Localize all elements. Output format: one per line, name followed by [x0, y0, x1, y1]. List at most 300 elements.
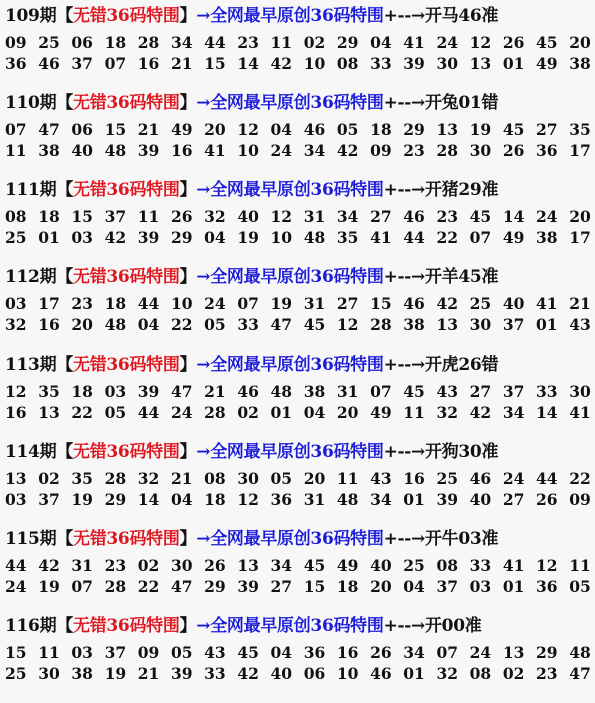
- number-cell: 01: [502, 577, 525, 596]
- number-cell: 24: [204, 294, 226, 313]
- number-cell: 38: [536, 228, 558, 247]
- number-cell: 41: [502, 556, 525, 575]
- number-cell: 16: [170, 141, 193, 160]
- number-cell: 25: [5, 664, 27, 683]
- number-cell: 21: [170, 469, 193, 488]
- left-bracket: 【: [56, 355, 73, 375]
- period-header: [5, 174, 593, 206]
- result-text: 开00准: [424, 616, 482, 636]
- number-cell: 44: [403, 228, 425, 247]
- number-cell: 39: [436, 490, 459, 509]
- number-cell: 20: [569, 207, 591, 226]
- number-cell: 07: [237, 294, 259, 313]
- number-cell: 22: [71, 403, 93, 422]
- number-cell: 48: [104, 315, 127, 334]
- left-bracket: 【: [56, 616, 73, 636]
- number-cell: 39: [403, 54, 425, 73]
- number-cell: 28: [104, 469, 127, 488]
- number-cell: 30: [237, 469, 259, 488]
- number-cell: 23: [536, 664, 558, 683]
- number-cell: 11: [270, 33, 293, 52]
- number-row: [5, 227, 593, 248]
- number-cell: 18: [104, 294, 127, 313]
- number-cell: 22: [569, 469, 591, 488]
- number-row: [5, 119, 593, 140]
- period-number: 115期: [5, 529, 57, 549]
- number-cell: 38: [38, 141, 60, 160]
- number-cell: 42: [237, 664, 259, 683]
- number-cell: 18: [71, 382, 93, 401]
- result-text: 开猪29准: [424, 180, 499, 200]
- number-cell: 14: [137, 490, 160, 509]
- number-cell: 17: [569, 228, 591, 247]
- number-cell: 28: [137, 33, 160, 52]
- period-number: 111期: [5, 180, 57, 200]
- number-row: [5, 555, 593, 576]
- number-cell: 13: [436, 120, 459, 139]
- number-cell: 30: [469, 141, 492, 160]
- number-cell: 06: [71, 120, 93, 139]
- number-cell: 23: [403, 141, 425, 160]
- number-cell: 12: [5, 382, 27, 401]
- number-cell: 04: [204, 228, 226, 247]
- period-block: [5, 0, 593, 74]
- number-cell: 23: [436, 207, 459, 226]
- number-cell: 17: [38, 294, 60, 313]
- period-number: 114期: [5, 442, 57, 462]
- number-cell: 04: [403, 577, 425, 596]
- number-row: [5, 206, 593, 227]
- number-cell: 01: [536, 315, 558, 334]
- number-cell: 34: [303, 141, 326, 160]
- right-bracket: 】: [179, 442, 197, 462]
- number-cell: 02: [237, 403, 259, 422]
- period-header: [5, 87, 593, 119]
- number-cell: 37: [38, 490, 60, 509]
- number-cell: 39: [137, 382, 160, 401]
- number-cell: 32: [436, 664, 459, 683]
- blue-link-text: 全网最早原创36码特围: [210, 93, 384, 113]
- number-cell: 19: [38, 577, 60, 596]
- number-cell: 15: [303, 577, 326, 596]
- number-cell: 25: [5, 228, 27, 247]
- number-cell: 48: [104, 141, 127, 160]
- blue-link-text: 全网最早原创36码特围: [210, 616, 384, 636]
- red-title: 无错36码特围: [73, 355, 180, 375]
- number-cell: 38: [403, 315, 425, 334]
- result-text: 开狗30准: [424, 442, 499, 462]
- number-cell: 23: [104, 556, 127, 575]
- number-cell: 15: [204, 54, 226, 73]
- number-cell: 45: [403, 382, 425, 401]
- number-cell: 35: [38, 382, 60, 401]
- number-cell: 06: [71, 33, 93, 52]
- number-cell: 14: [502, 207, 525, 226]
- number-cell: 31: [71, 556, 93, 575]
- number-cell: 32: [5, 315, 27, 334]
- number-cell: 13: [436, 315, 459, 334]
- number-cell: 19: [104, 664, 127, 683]
- number-cell: 18: [104, 33, 127, 52]
- number-cell: 11: [336, 469, 359, 488]
- number-cell: 37: [436, 577, 459, 596]
- number-cell: 10: [336, 664, 359, 683]
- number-cell: 30: [436, 54, 459, 73]
- number-cell: 49: [536, 54, 558, 73]
- number-cell: 25: [469, 294, 492, 313]
- right-arrow-icon: →: [196, 529, 211, 549]
- number-cell: 43: [569, 315, 591, 334]
- number-cell: 04: [303, 403, 326, 422]
- number-cell: 31: [303, 294, 326, 313]
- number-cell: 27: [270, 577, 293, 596]
- number-cell: 21: [204, 382, 226, 401]
- red-title: 无错36码特围: [73, 93, 180, 113]
- number-cell: 07: [370, 382, 392, 401]
- number-cell: 18: [204, 490, 226, 509]
- number-cell: 12: [336, 315, 359, 334]
- red-title: 无错36码特围: [73, 529, 180, 549]
- number-cell: 48: [270, 382, 293, 401]
- number-row: [5, 140, 593, 161]
- number-cell: 29: [403, 120, 425, 139]
- number-cell: 37: [71, 54, 93, 73]
- number-cell: 40: [71, 141, 93, 160]
- number-cell: 48: [569, 643, 591, 662]
- number-cell: 38: [303, 382, 326, 401]
- number-cell: 08: [436, 556, 459, 575]
- number-cell: 21: [170, 54, 193, 73]
- number-cell: 01: [38, 228, 60, 247]
- number-row: [5, 314, 593, 335]
- number-cell: 19: [469, 120, 492, 139]
- number-cell: 28: [436, 141, 459, 160]
- number-cell: 45: [536, 33, 558, 52]
- number-cell: 40: [370, 556, 392, 575]
- number-cell: 22: [170, 315, 193, 334]
- number-cell: 12: [237, 120, 259, 139]
- number-cell: 48: [303, 228, 326, 247]
- number-cell: 03: [71, 643, 93, 662]
- number-cell: 31: [336, 382, 359, 401]
- blue-link-text: 全网最早原创36码特围: [210, 180, 384, 200]
- number-cell: 07: [469, 228, 492, 247]
- number-cell: 10: [303, 54, 326, 73]
- number-row: [5, 381, 593, 402]
- right-arrow-icon: →: [196, 442, 211, 462]
- number-cell: 04: [137, 315, 160, 334]
- number-cell: 42: [436, 294, 459, 313]
- number-cell: 04: [270, 643, 293, 662]
- number-cell: 24: [502, 469, 525, 488]
- number-row: [5, 53, 593, 74]
- number-cell: 25: [403, 556, 425, 575]
- number-cell: 15: [370, 294, 392, 313]
- blue-link-text: 全网最早原创36码特围: [210, 355, 384, 375]
- number-cell: 29: [336, 33, 359, 52]
- number-row: [5, 293, 593, 314]
- number-cell: 40: [237, 207, 259, 226]
- period-block: [5, 349, 593, 423]
- number-cell: 22: [137, 577, 160, 596]
- number-cell: 28: [370, 315, 392, 334]
- number-cell: 07: [71, 577, 93, 596]
- number-cell: 08: [204, 469, 226, 488]
- number-cell: 18: [370, 120, 392, 139]
- number-cell: 40: [469, 490, 492, 509]
- number-cell: 07: [104, 54, 127, 73]
- period-block: [5, 610, 593, 684]
- number-cell: 47: [170, 382, 193, 401]
- number-cell: 24: [170, 403, 193, 422]
- separator-arrow: +--→: [383, 442, 425, 462]
- number-row: [5, 576, 593, 597]
- separator-arrow: +--→: [383, 267, 425, 287]
- number-cell: 49: [502, 228, 525, 247]
- number-cell: 35: [336, 228, 359, 247]
- number-cell: 21: [137, 664, 160, 683]
- number-cell: 03: [5, 490, 27, 509]
- number-cell: 09: [137, 643, 160, 662]
- right-bracket: 】: [179, 93, 197, 113]
- number-cell: 39: [237, 577, 259, 596]
- number-cell: 05: [270, 469, 293, 488]
- red-title: 无错36码特围: [73, 616, 180, 636]
- number-cell: 32: [137, 469, 160, 488]
- number-cell: 09: [569, 490, 591, 509]
- number-cell: 01: [270, 403, 293, 422]
- number-cell: 28: [104, 577, 127, 596]
- period-number: 116期: [5, 616, 57, 636]
- number-cell: 20: [569, 33, 591, 52]
- number-cell: 32: [204, 207, 226, 226]
- number-cell: 24: [469, 643, 492, 662]
- number-cell: 01: [502, 54, 525, 73]
- number-cell: 26: [370, 643, 392, 662]
- number-cell: 46: [469, 469, 492, 488]
- number-cell: 27: [502, 490, 525, 509]
- number-cell: 33: [237, 315, 259, 334]
- number-cell: 35: [569, 120, 591, 139]
- right-bracket: 】: [179, 529, 197, 549]
- blue-link-text: 全网最早原创36码特围: [210, 6, 384, 26]
- number-cell: 28: [204, 403, 226, 422]
- number-cell: 33: [204, 664, 226, 683]
- number-cell: 24: [270, 141, 293, 160]
- number-cell: 42: [336, 141, 359, 160]
- number-cell: 44: [137, 294, 160, 313]
- number-cell: 45: [303, 315, 326, 334]
- number-row: [5, 402, 593, 423]
- number-cell: 16: [5, 403, 27, 422]
- number-cell: 43: [204, 643, 226, 662]
- number-cell: 16: [137, 54, 160, 73]
- number-cell: 21: [137, 120, 160, 139]
- number-cell: 34: [170, 33, 193, 52]
- right-arrow-icon: →: [196, 93, 211, 113]
- number-cell: 36: [536, 577, 558, 596]
- number-cell: 41: [569, 403, 591, 422]
- number-cell: 11: [5, 141, 27, 160]
- number-cell: 37: [502, 382, 525, 401]
- number-cell: 02: [137, 556, 160, 575]
- number-cell: 01: [403, 664, 425, 683]
- number-cell: 45: [502, 120, 525, 139]
- number-cell: 24: [536, 207, 558, 226]
- number-cell: 16: [336, 643, 359, 662]
- number-cell: 05: [204, 315, 226, 334]
- number-cell: 19: [237, 228, 259, 247]
- number-cell: 04: [370, 33, 392, 52]
- number-cell: 23: [71, 294, 93, 313]
- number-cell: 13: [237, 556, 259, 575]
- number-cell: 36: [5, 54, 27, 73]
- number-cell: 14: [237, 54, 259, 73]
- number-cell: 25: [436, 469, 459, 488]
- number-cell: 16: [403, 469, 425, 488]
- number-cell: 30: [569, 382, 591, 401]
- number-cell: 45: [469, 207, 492, 226]
- number-cell: 09: [5, 33, 27, 52]
- result-text: 开羊45准: [424, 267, 499, 287]
- number-cell: 34: [370, 490, 392, 509]
- number-cell: 39: [137, 141, 160, 160]
- left-bracket: 【: [56, 93, 73, 113]
- number-cell: 05: [104, 403, 127, 422]
- blue-link-text: 全网最早原创36码特围: [210, 529, 384, 549]
- number-cell: 23: [237, 33, 259, 52]
- number-cell: 12: [469, 33, 492, 52]
- number-row: [5, 489, 593, 510]
- number-cell: 19: [71, 490, 93, 509]
- number-cell: 13: [502, 643, 525, 662]
- number-cell: 29: [204, 577, 226, 596]
- number-cell: 30: [170, 556, 193, 575]
- number-cell: 26: [502, 33, 525, 52]
- number-cell: 11: [38, 643, 60, 662]
- number-cell: 29: [536, 643, 558, 662]
- number-cell: 40: [502, 294, 525, 313]
- number-cell: 44: [204, 33, 226, 52]
- number-cell: 09: [370, 141, 392, 160]
- number-cell: 42: [270, 54, 293, 73]
- number-cell: 24: [436, 33, 459, 52]
- number-cell: 48: [336, 490, 359, 509]
- number-cell: 13: [5, 469, 27, 488]
- number-cell: 32: [436, 403, 459, 422]
- number-cell: 15: [5, 643, 27, 662]
- number-cell: 45: [237, 643, 259, 662]
- number-cell: 41: [204, 141, 226, 160]
- period-block: [5, 174, 593, 248]
- right-bracket: 】: [179, 267, 197, 287]
- number-cell: 11: [137, 207, 160, 226]
- right-arrow-icon: →: [196, 616, 211, 636]
- period-header: [5, 523, 593, 555]
- number-cell: 46: [403, 207, 425, 226]
- number-cell: 29: [104, 490, 127, 509]
- number-cell: 33: [370, 54, 392, 73]
- number-cell: 24: [5, 577, 27, 596]
- period-header: [5, 436, 593, 468]
- number-cell: 41: [536, 294, 558, 313]
- number-cell: 12: [237, 490, 259, 509]
- number-cell: 42: [469, 403, 492, 422]
- right-bracket: 】: [179, 180, 197, 200]
- number-cell: 07: [5, 120, 27, 139]
- number-cell: 34: [502, 403, 525, 422]
- number-cell: 30: [469, 315, 492, 334]
- number-cell: 15: [71, 207, 93, 226]
- number-cell: 26: [204, 556, 226, 575]
- period-block: [5, 261, 593, 335]
- number-cell: 43: [370, 469, 392, 488]
- number-cell: 20: [370, 577, 392, 596]
- period-block: [5, 436, 593, 510]
- number-cell: 26: [170, 207, 193, 226]
- number-cell: 17: [569, 141, 591, 160]
- period-header: [5, 0, 593, 32]
- number-cell: 11: [403, 403, 425, 422]
- left-bracket: 【: [56, 529, 73, 549]
- number-cell: 38: [71, 664, 93, 683]
- number-cell: 26: [536, 490, 558, 509]
- number-cell: 03: [71, 228, 93, 247]
- number-cell: 44: [5, 556, 27, 575]
- period-header: [5, 261, 593, 293]
- number-cell: 34: [270, 556, 293, 575]
- number-cell: 10: [237, 141, 259, 160]
- number-cell: 05: [336, 120, 359, 139]
- number-cell: 41: [403, 33, 425, 52]
- separator-arrow: +--→: [383, 93, 425, 113]
- number-cell: 11: [569, 556, 591, 575]
- number-cell: 46: [303, 120, 326, 139]
- number-cell: 37: [104, 207, 127, 226]
- left-bracket: 【: [56, 6, 73, 26]
- number-cell: 34: [336, 207, 359, 226]
- red-title: 无错36码特围: [73, 6, 180, 26]
- separator-arrow: +--→: [383, 616, 425, 636]
- number-cell: 47: [569, 664, 591, 683]
- number-cell: 18: [336, 577, 359, 596]
- number-cell: 02: [38, 469, 60, 488]
- separator-arrow: +--→: [383, 529, 425, 549]
- right-bracket: 】: [179, 6, 197, 26]
- number-cell: 27: [370, 207, 392, 226]
- right-arrow-icon: →: [196, 267, 211, 287]
- number-row: [5, 468, 593, 489]
- number-cell: 47: [38, 120, 60, 139]
- number-cell: 33: [536, 382, 558, 401]
- number-cell: 19: [270, 294, 293, 313]
- number-cell: 31: [303, 207, 326, 226]
- number-cell: 42: [38, 556, 60, 575]
- number-cell: 20: [303, 469, 326, 488]
- number-cell: 05: [170, 643, 193, 662]
- number-cell: 45: [303, 556, 326, 575]
- number-cell: 49: [170, 120, 193, 139]
- number-cell: 03: [469, 577, 492, 596]
- red-title: 无错36码特围: [73, 442, 180, 462]
- number-cell: 46: [403, 294, 425, 313]
- result-text: 开兔01错: [424, 93, 499, 113]
- number-row: [5, 32, 593, 53]
- number-cell: 02: [303, 33, 326, 52]
- number-cell: 49: [370, 403, 392, 422]
- number-cell: 34: [403, 643, 425, 662]
- number-cell: 35: [71, 469, 93, 488]
